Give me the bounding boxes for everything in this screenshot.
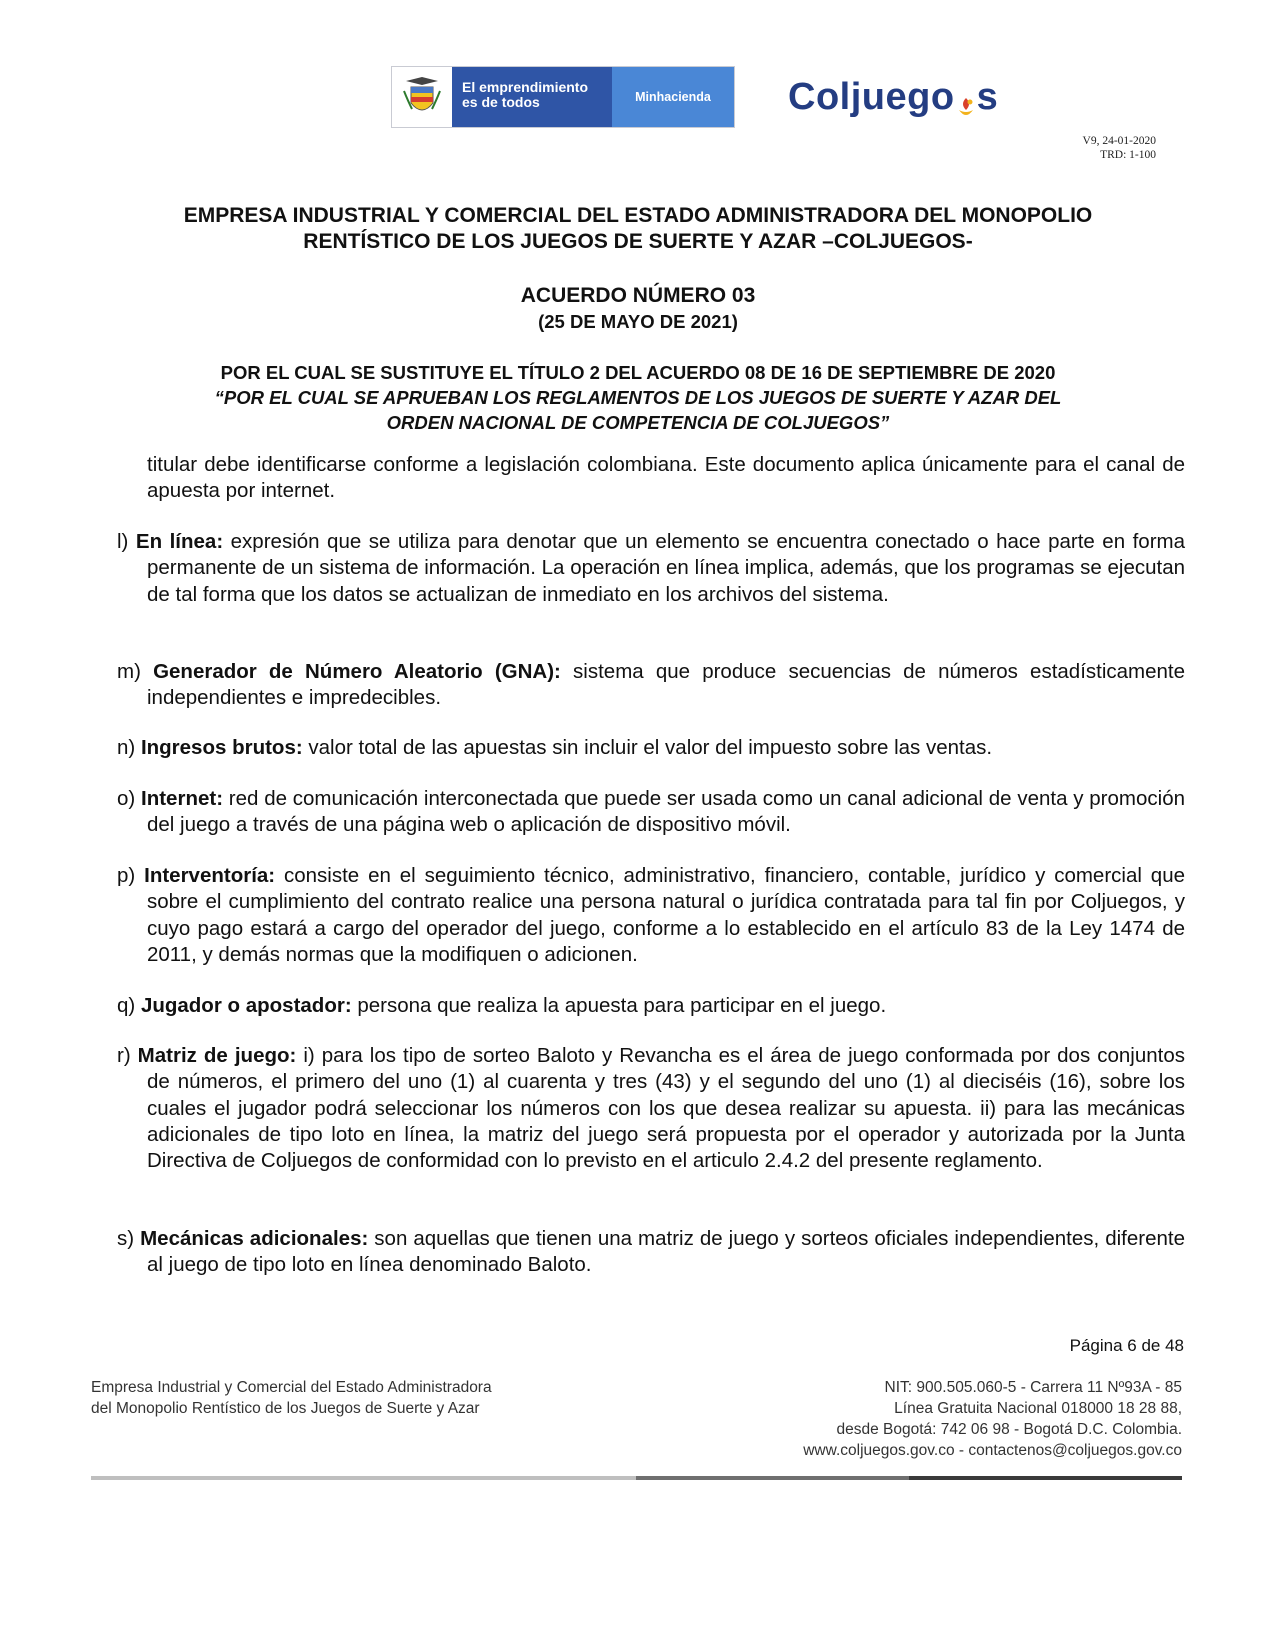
organization-title [90, 203, 1186, 255]
divider-segment-mid [636, 1476, 909, 1480]
item-letter: o) [117, 787, 136, 810]
definition-item [117, 993, 1185, 1019]
item-text: expresión que se utiliza para denotar que un elemento se encuentra conectado o hace parte en forma permanente de un sistema de información. La operación en línea implica, además, que los programas se ejecutan de tal forma que los datos se actualizan de inmediato en los archivos del sistema. [147, 530, 1186, 606]
brand-text-part-3: s [976, 75, 999, 118]
government-slogan [452, 67, 612, 127]
item-letter: m) [117, 660, 141, 683]
ministry-label: Minhacienda [612, 67, 734, 127]
item-term: En línea: [135, 530, 224, 553]
definition-item [117, 1226, 1185, 1279]
item-text: sistema que produce secuencias de números estadísticamente independientes e impredecibles. [147, 660, 1186, 710]
definition-item [117, 735, 1185, 761]
item-term: Interventoría: [144, 864, 276, 887]
slogan-line-1: El emprendimiento [462, 79, 589, 95]
footer-organization [91, 1377, 492, 1419]
colombia-coat-of-arms-icon [402, 75, 442, 119]
divider-segment-light [91, 1476, 636, 1480]
item-term: Jugador o apostador: [140, 994, 352, 1017]
coljuegos-logo [788, 72, 998, 122]
document-version [1083, 134, 1156, 162]
item-letter: l) [117, 530, 129, 553]
item-letter: q) [117, 994, 136, 1017]
trd-code: TRD: 1-100 [1100, 149, 1156, 161]
item-text: valor total de las apuestas sin incluir el valor del impuesto sobre las ventas. [302, 736, 993, 759]
definition-item [117, 863, 1185, 968]
subject-line-1: POR EL CUAL SE SUSTITUYE EL TÍTULO 2 DEL ACUERDO 08 DE 16 DE SEPTIEMBRE DE 2020 [220, 362, 1056, 383]
org-line-2: RENTÍSTICO DE LOS JUEGOS DE SUERTE Y AZAR –COLJUEGOS- [303, 230, 973, 253]
item-text: son aquellas que tienen una matriz de juego y sorteos oficiales independientes, diferente al juego de tipo loto en línea denominado Baloto. [147, 1227, 1185, 1277]
footer-contact [803, 1377, 1182, 1461]
brand-ball-icon [956, 87, 976, 111]
item-letter: n) [117, 736, 136, 759]
brand-text-part-2: uego [861, 75, 955, 118]
footer-nit-address: NIT: 900.505.060-5 - Carrera 11 Nº93A - 85 [884, 1379, 1182, 1396]
footer-hotline: Línea Gratuita Nacional 018000 18 28 88, [894, 1400, 1182, 1417]
agreement-subject [90, 360, 1186, 435]
footer-left-line-1: Empresa Industrial y Comercial del Estado Administradora [91, 1379, 492, 1396]
item-term: Matriz de juego: [137, 1044, 297, 1067]
agreement-date: (25 DE MAYO DE 2021) [538, 311, 738, 332]
definition-item [117, 529, 1185, 608]
seal-container [392, 67, 452, 127]
item-term: Internet: [141, 787, 224, 810]
org-line-1: EMPRESA INDUSTRIAL Y COMERCIAL DEL ESTADO ADMINISTRADORA DEL MONOPOLIO [183, 204, 1093, 227]
version-code: V9, 24-01-2020 [1082, 135, 1156, 147]
item-text: consiste en el seguimiento técnico, administrativo, financiero, contable, jurídico y comercial que sobre el cumplimiento del contrato realice una persona natural o jurídica contratada para tal fin por Coljuegos, y cuyo pago estará a cargo del operador del juego, conforme a lo establecido en el artículo 83 de la Ley 1474 de 2011, y demás normas que la modifiquen o adicionen. [147, 864, 1185, 966]
footer-left-line-2: del Monopolio Rentístico de los Juegos de Suerte y Azar [91, 1400, 480, 1417]
item-text: i) para los tipo de sorteo Baloto y Revancha es el área de juego conformada por dos conjuntos de números, el primero del uno (1) al cuarenta y tres (43) y el segundo del uno (1) al dieciséis (16), sobre los cuales el jugador podrá seleccionar los números con los que desea realizar su apuesta. ii) para las mecánicas adicionales de tipo loto en línea, la matriz del juego será propuesta por el operador y autorizada por la Junta Directiva de Coljuegos de conformidad con lo previsto en el articulo 2.4.2 del presente reglamento. [147, 1044, 1185, 1173]
item-letter: r) [117, 1044, 131, 1067]
footer-web-email: www.coljuegos.gov.co - contactenos@coljuegos.gov.co [803, 1442, 1182, 1459]
continuation-paragraph: titular debe identificarse conforme a legislación colombiana. Este documento aplica únicamente para el canal de apuesta por internet. [147, 453, 1185, 503]
item-letter: p) [117, 864, 136, 887]
subject-line-3: ORDEN NACIONAL DE COMPETENCIA DE COLJUEGOS” [386, 412, 890, 433]
definition-item [117, 786, 1185, 839]
footer-divider [91, 1476, 1182, 1480]
footer-bogota-phone: desde Bogotá: 742 06 98 - Bogotá D.C. Colombia. [836, 1421, 1182, 1438]
item-text: persona que realiza la apuesta para participar en el juego. [351, 994, 887, 1017]
slogan-line-2: es de todos [462, 94, 540, 110]
page-number: Página 6 de 48 [1069, 1336, 1184, 1355]
agreement-number: ACUERDO NÚMERO 03 [520, 284, 756, 307]
definition-item [117, 1043, 1185, 1174]
subject-line-2: “POR EL CUAL SE APRUEBAN LOS REGLAMENTOS DE LOS JUEGOS DE SUERTE Y AZAR DEL [214, 387, 1062, 408]
item-term: Generador de Número Aleatorio (GNA): [153, 660, 561, 683]
divider-segment-dark [909, 1476, 1182, 1480]
item-term: Mecánicas adicionales: [140, 1227, 369, 1250]
government-logo [391, 66, 735, 128]
item-letter: s) [117, 1227, 135, 1250]
item-term: Ingresos brutos: [140, 736, 303, 759]
brand-text-part-1: Colj [788, 75, 862, 118]
definition-item [117, 659, 1185, 712]
item-text: red de comunicación interconectada que puede ser usada como un canal adicional de venta y promoción del juego a través de una página web o aplicación de dispositivo móvil. [147, 787, 1185, 837]
